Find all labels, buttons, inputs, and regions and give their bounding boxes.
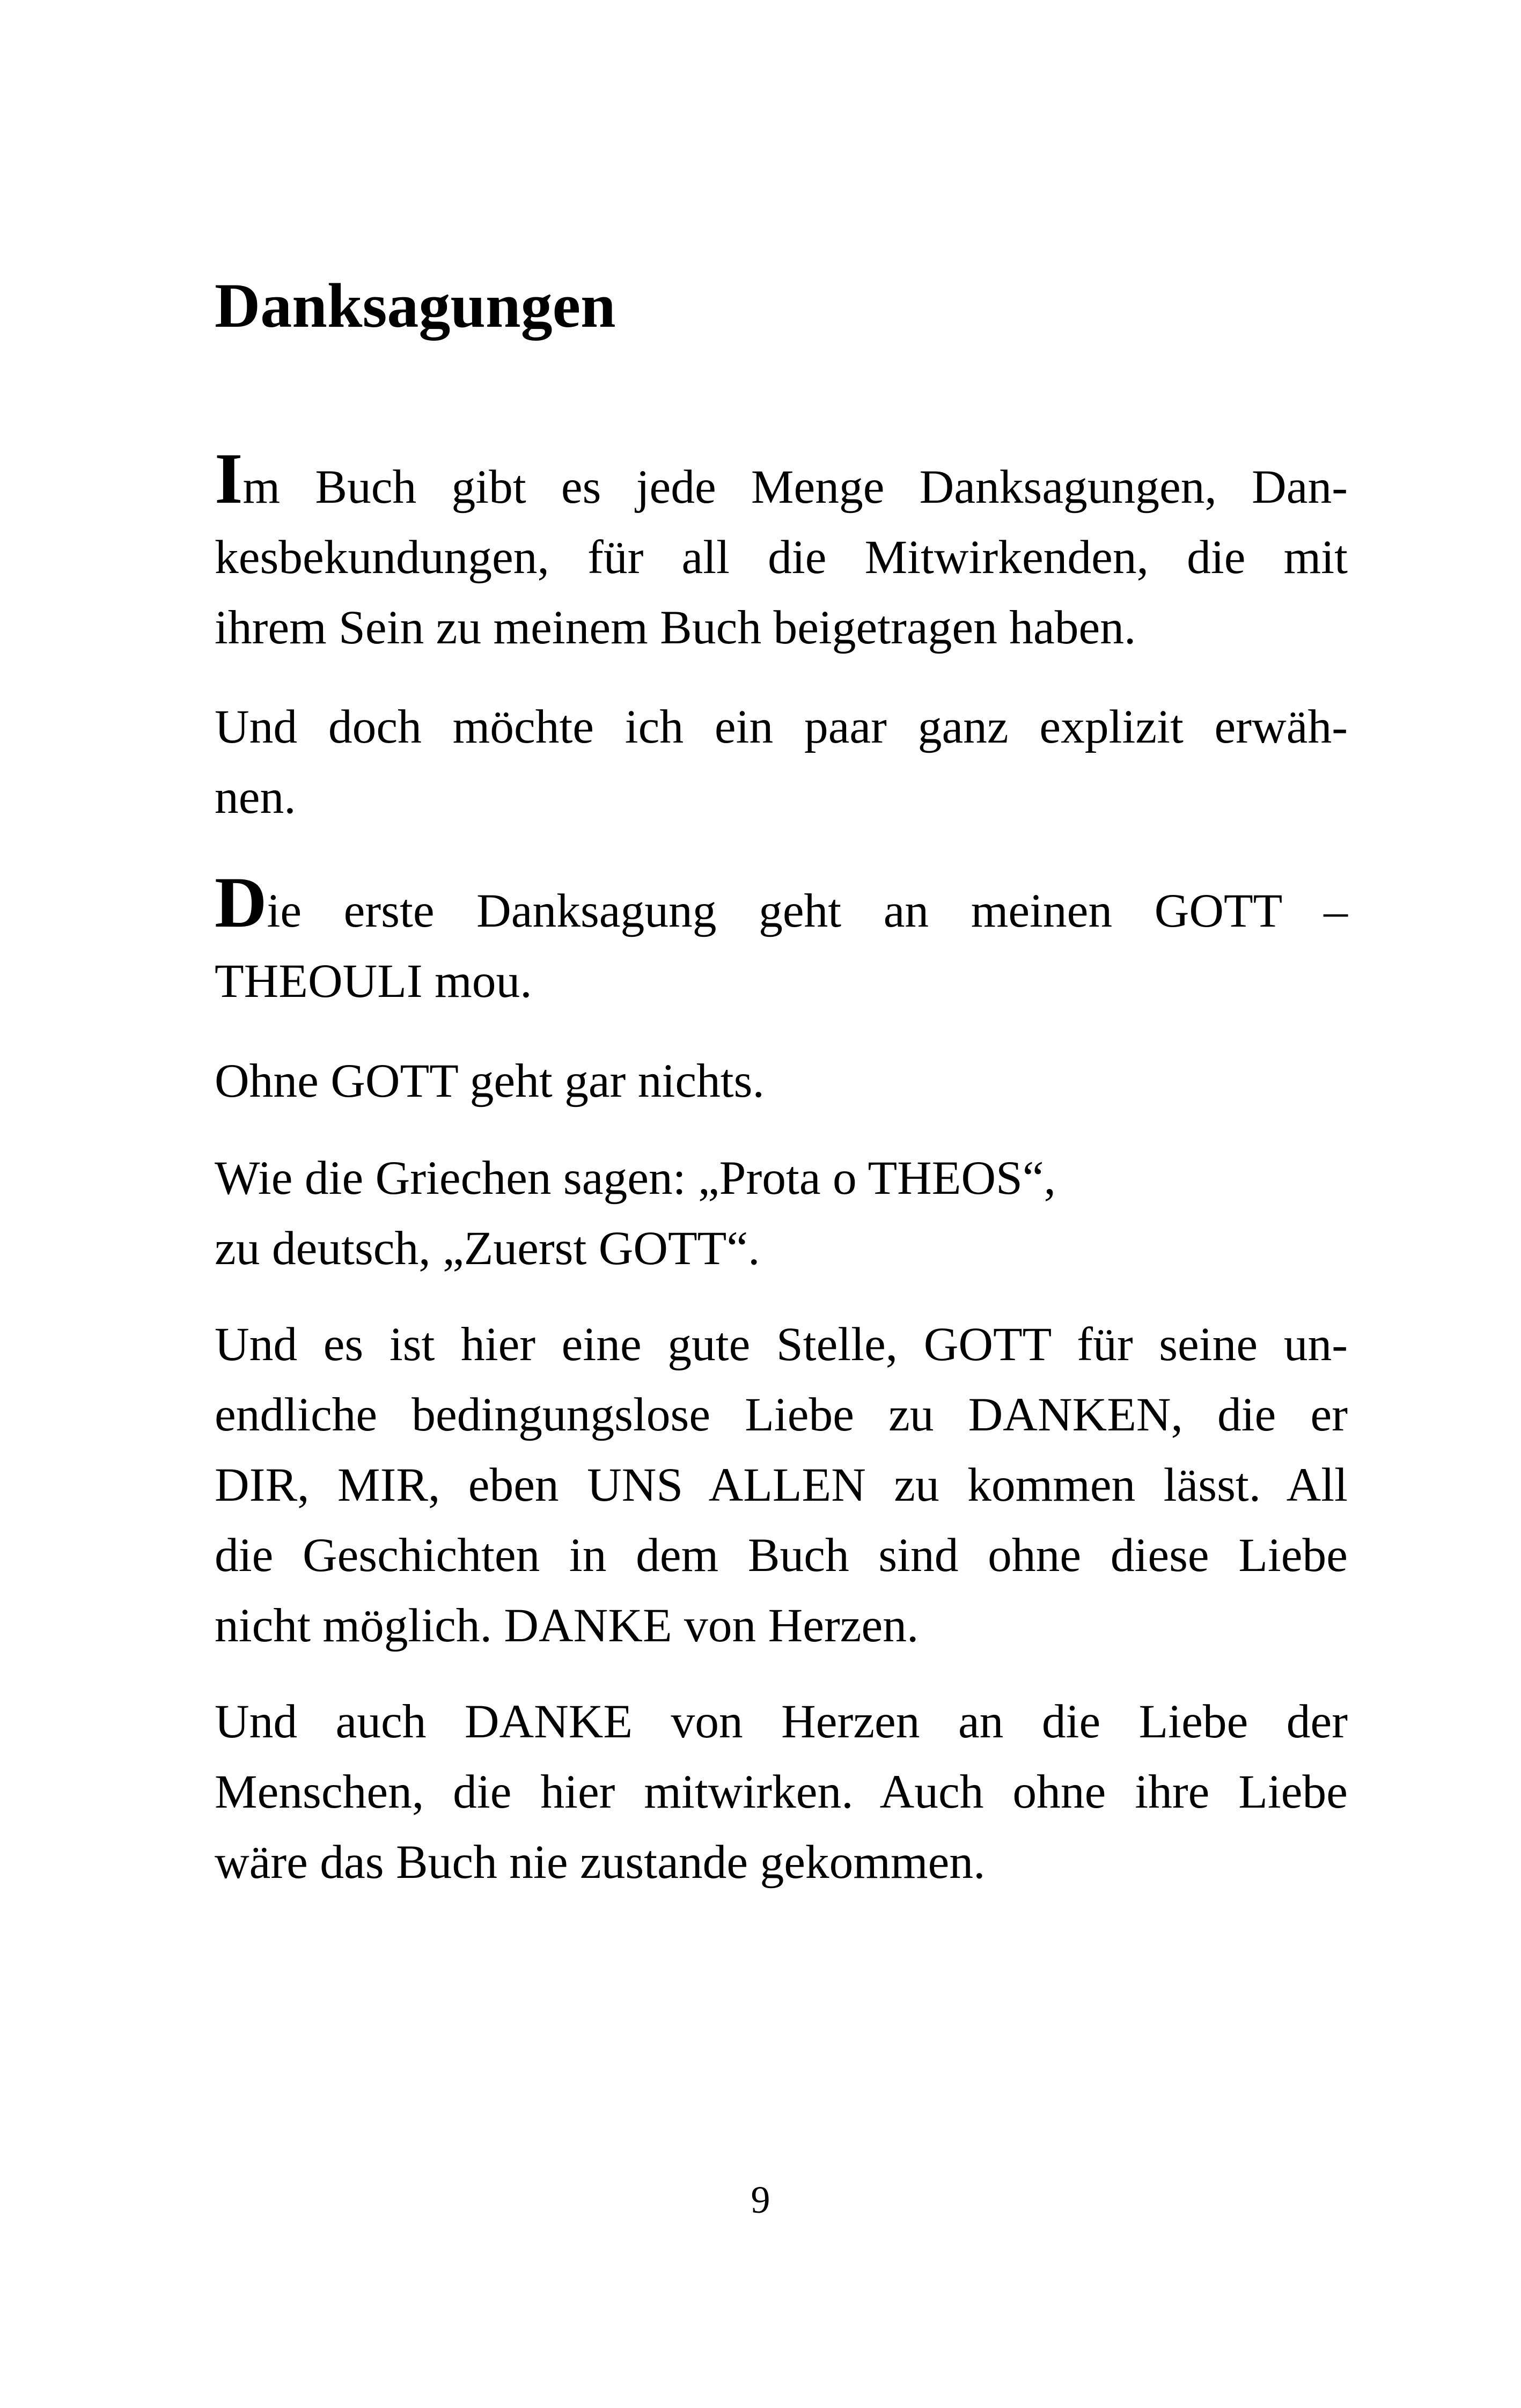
paragraph-6-line-2: endliche bedingungslose Liebe zu DANKEN, die er xyxy=(215,1388,1348,1441)
chapter-heading: Danksagungen xyxy=(215,270,616,341)
paragraph-6-line-5: nicht möglich. DANKE von Herzen. xyxy=(215,1599,919,1652)
paragraph-2-line-1: Und doch möchte ich ein paar ganz explizit erwäh- xyxy=(215,700,1348,753)
paragraph-7-line-3: wäre das Buch nie zustande gekommen. xyxy=(215,1836,986,1889)
paragraph-1-line-3: ihrem Sein zu meinem Buch beigetragen haben. xyxy=(215,601,1136,654)
paragraph-5-line-2: zu deutsch, „Zuerst GOTT“. xyxy=(215,1222,760,1275)
paragraph-3-line-1-text: ie erste Danksagung geht an meinen GOTT – xyxy=(267,884,1348,937)
paragraph-2-line-2: nen. xyxy=(215,770,296,824)
paragraph-5 xyxy=(215,1143,1348,1283)
paragraph-6-line-3: DIR, MIR, eben UNS ALLEN zu kommen lässt. All xyxy=(215,1458,1348,1511)
paragraph-7 xyxy=(215,1686,1348,1897)
paragraph-7-line-1: Und auch DANKE von Herzen an die Liebe der xyxy=(215,1695,1348,1748)
paragraph-6 xyxy=(215,1309,1348,1661)
paragraph-7-line-2: Menschen, die hier mitwirken. Auch ohne ihre Liebe xyxy=(215,1765,1348,1818)
paragraph-6-line-1: Und es ist hier eine gute Stelle, GOTT für seine un- xyxy=(215,1318,1348,1371)
paragraph-1 xyxy=(215,439,1348,663)
drop-cap-i: I xyxy=(215,439,243,519)
paragraph-3 xyxy=(215,863,1348,1016)
paragraph-2 xyxy=(215,692,1348,832)
paragraph-1-line-2: kesbekundungen, für all die Mitwirkenden, die mit xyxy=(215,531,1348,584)
paragraph-3-line-1 xyxy=(215,863,1348,946)
paragraph-4 xyxy=(215,1046,1348,1116)
paragraph-5-line-1: Wie die Griechen sagen: „Protа o THEOS“, xyxy=(215,1151,1056,1205)
paragraph-6-line-4: die Geschichten in dem Buch sind ohne diese Liebe xyxy=(215,1529,1348,1582)
paragraph-4-line-1: Ohne GOTT geht gar nichts. xyxy=(215,1054,765,1107)
paragraph-3-line-2: THEOULI mou. xyxy=(215,955,532,1008)
drop-cap-d: D xyxy=(215,863,267,943)
paragraph-1-line-1-text: m Buch gibt es jede Menge Danksagungen, Dan- xyxy=(243,460,1348,513)
page-number: 9 xyxy=(751,2178,770,2221)
paragraph-1-line-1 xyxy=(215,439,1348,522)
